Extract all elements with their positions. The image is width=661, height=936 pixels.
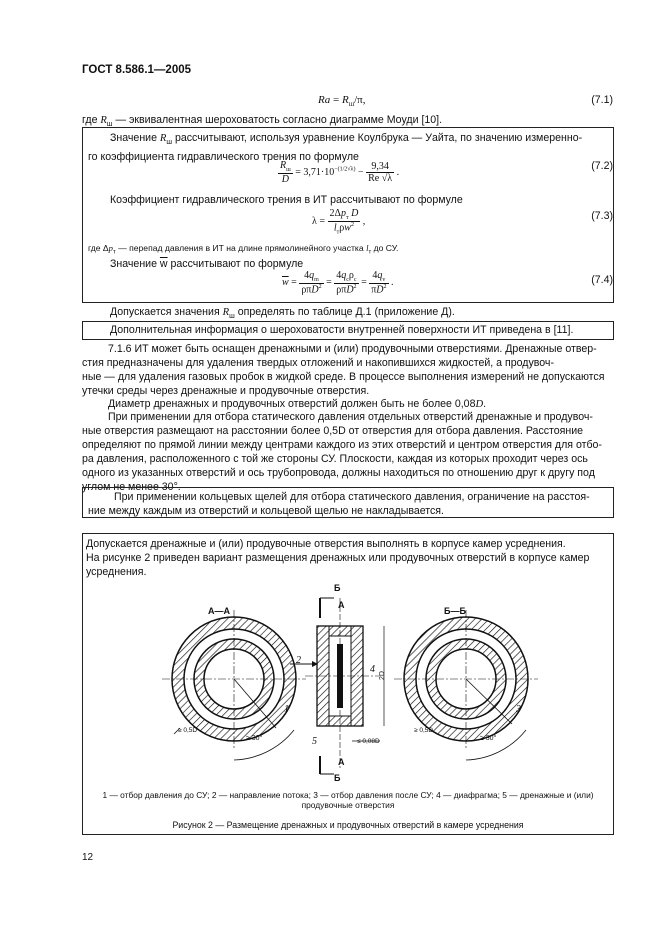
label-2: 2	[296, 655, 301, 666]
document-header: ГОСТ 8.586.1—2005	[82, 64, 192, 76]
dim-label: ≥ 0,5D	[178, 727, 198, 734]
figure-2-drawing	[84, 578, 612, 788]
dim-label: ≥ 30°	[246, 735, 263, 742]
figure-caption: Рисунок 2 — Размещение дренажных и продувочных отверстий в камере усреднения	[172, 820, 524, 830]
label-a-top: А	[338, 600, 345, 610]
label-aa: А—А	[208, 606, 230, 616]
box-paragraph: Коэффициент гидравлического трения в ИТ рассчитывают по формуле	[110, 194, 463, 206]
label-3: 3	[516, 704, 521, 715]
where-text: где $R_ш$ — эквивалентная шероховатость согласно диаграмме Моуди [10].	[82, 114, 443, 129]
label-b-top: Б	[334, 583, 341, 593]
equation-number: (7.4)	[591, 274, 613, 286]
paragraph: Допускается значения $R_ш$ определять по таблице Д.1 (приложение Д).	[110, 306, 455, 321]
paragraph: Диаметр дренажных и продувочных отверстий должен быть не более 0,08D.	[108, 398, 487, 410]
equation-7-1: $Ra = R_ш/\pi$,	[318, 94, 366, 109]
equation-number: (7.1)	[591, 94, 613, 106]
page-number: 12	[82, 852, 94, 863]
section-longitudinal	[290, 598, 384, 774]
dim-label: ≤ 0,08D	[357, 738, 380, 745]
box-paragraph: Значение $R_ш$ рассчитывают, используя уравнение Коулбрука — Уайта, по значению измеренно- го коэффициента гидравлического трения по формуле	[88, 132, 583, 164]
dim-label: ≥ 0,5D	[414, 727, 434, 734]
equation-7-2: $\frac{R_ш}{D}$ = $3,71\cdot 10^{-(1/2√\lambda)}$ − $\frac{9,34}{Re √\lambda}$ .	[280, 160, 400, 185]
section-7-1-6: 7.1.6 ИТ может быть оснащен дренажными и (или) продувочными отверстиями. Дренажные отвер- стия предназначены для удаления твердых отложений и накопившихся жидкостей, а продувоч- ные — для удаления газовых пробок в жидкой среде. В процессе выполнения измерений не допускаются утечки среды через дренажные и продувочные отверстия.	[82, 343, 605, 397]
where-text: где $\Delta p_т$ — перепад давления в ИТ на длине прямолинейного участка $l_т$ до СУ.	[88, 243, 399, 256]
dim-label: ≥ 30°	[480, 735, 497, 742]
figure-legend: 1 — отбор давления до СУ; 2 — направление потока; 3 — отбор давления после СУ; 4 — диафрагма; 5 — дренажные и (или) продувочные отверстия	[102, 790, 594, 810]
equation-7-3: λ = $\frac{2\Delta p_т D}{l_т\rho w^2}$ ,	[312, 208, 366, 236]
note-box-text: При применении кольцевых щелей для отбора статического давления, ограничение на расстоя- ние между каждым из отверстий и кольцевой щелью не накладывается.	[88, 491, 590, 517]
box-paragraph: Значение $\overline{w}$ рассчитывают по формуле	[110, 258, 304, 270]
dim-label: 2D	[378, 671, 386, 680]
label-1: 1	[284, 704, 289, 715]
label-bb: Б—Б	[444, 606, 466, 616]
label-b-bottom: Б	[334, 773, 341, 783]
section-bb	[394, 610, 538, 760]
equation-number: (7.3)	[591, 210, 613, 222]
label-4: 4	[370, 664, 375, 675]
equation-number: (7.2)	[591, 160, 613, 172]
paragraph-static: При применении для отбора статического давления отдельных отверстий дренажные и продувоч- ные отверстия размещают на расстоянии более 0,5D от отверстия для отбора давления. Расстояние определяют по прямой линии между центрами каждого из этих отверстий и центром отверстия для отбо- ра давления, расположенного с той же стороны СУ. Плоскости, каждая из которых проходит через ось одного из указанных отверстий и ось трубопровода, должны находиться по отношению друг к другу под углом не менее 30°.	[82, 411, 602, 493]
label-5: 5	[312, 736, 317, 747]
section-aa	[162, 610, 306, 760]
info-box-text: Дополнительная информация о шероховатости внутренней поверхности ИТ приведена в [11].	[110, 324, 574, 336]
equation-7-4: $\overline{w}$ = $\frac{4q_m}{\rho\pi D^2}$ = $\frac{4q_c\rho_c}{\rho\pi D^2}$ = $\frac{4q_v}{\pi D^2}$ .	[282, 270, 394, 296]
label-a-bottom: А	[338, 757, 345, 767]
figure-box-text: Допускается дренажные и (или) продувочные отверстия выполнять в корпусе камер усреднения. На рисунке 2 приведен вариант размещения дренажных или продувочных отверстий в корпусе камер усреднения.	[86, 538, 590, 578]
